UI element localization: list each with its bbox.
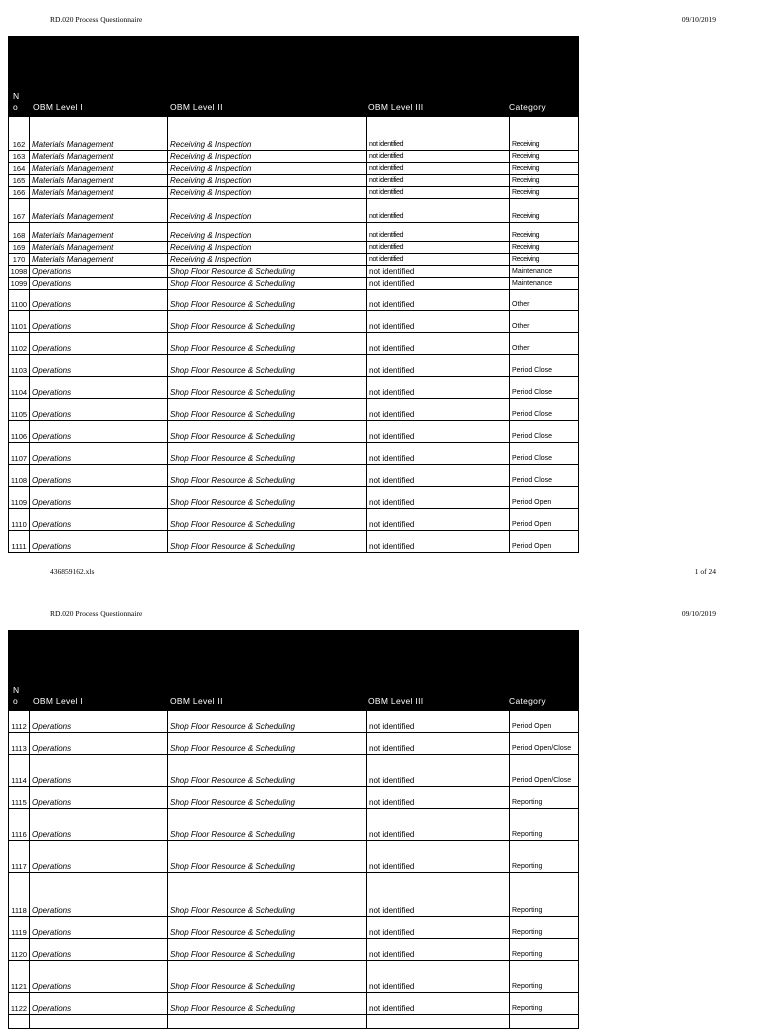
obm-level-1-cell: Operations <box>30 841 168 873</box>
row-number-cell: 1103 <box>9 355 30 377</box>
table-row <box>9 266 579 278</box>
page-2 <box>0 594 768 1024</box>
obm-level-3-cell: not identified <box>367 187 510 199</box>
document-date: 09/10/2019 <box>681 15 716 24</box>
row-number-cell: 169 <box>9 242 30 254</box>
table-row <box>9 993 579 1015</box>
table-row <box>9 939 579 961</box>
obm-level-3-cell: not identified <box>367 465 510 487</box>
table-row <box>9 377 579 399</box>
row-number-cell: 1116 <box>9 809 30 841</box>
obm-level-2-cell: Shop Floor Resource & Scheduling <box>168 377 367 399</box>
table-row <box>9 199 579 223</box>
row-number-cell: 1104 <box>9 377 30 399</box>
table-body-1 <box>9 117 579 553</box>
obm-level-1-cell: Operations <box>30 809 168 841</box>
obm-level-3-cell: not identified <box>367 333 510 355</box>
table-row <box>9 333 579 355</box>
obm-level-3-cell: not identified <box>367 163 510 175</box>
category-cell: Receiving <box>510 242 579 254</box>
col-l3-header: OBM Level III <box>368 102 424 112</box>
obm-level-1-cell: Operations <box>30 278 168 290</box>
obm-level-2-cell: Receiving & Inspection <box>168 199 367 223</box>
category-cell: Reporting <box>510 841 579 873</box>
document-title: RD.020 Process Questionnaire <box>50 15 143 24</box>
category-cell: Receiving <box>510 223 579 242</box>
obm-level-2-cell: Shop Floor Resource & Scheduling <box>168 465 367 487</box>
obm-level-2-cell: Receiving & Inspection <box>168 254 367 266</box>
obm-level-1-cell: Operations <box>30 531 168 553</box>
obm-level-3-cell: not identified <box>367 443 510 465</box>
category-cell: Period Open <box>510 711 579 733</box>
col-no-header-line1: N <box>13 91 20 101</box>
obm-level-3-cell: not identified <box>367 175 510 187</box>
category-cell: Receiving <box>510 117 579 151</box>
sheet-1 <box>8 36 579 553</box>
col-l2-header: OBM Level II <box>170 696 223 706</box>
obm-level-2-cell: Shop Floor Resource & Scheduling <box>168 711 367 733</box>
category-cell: Reporting <box>510 787 579 809</box>
table-row <box>9 355 579 377</box>
obm-level-1-cell: Operations <box>30 311 168 333</box>
row-number-cell: 170 <box>9 254 30 266</box>
category-cell: Receiving <box>510 187 579 199</box>
table-row <box>9 531 579 553</box>
obm-level-1-cell: Materials Management <box>30 254 168 266</box>
obm-level-2-cell: Receiving & Inspection <box>168 242 367 254</box>
col-no-header-line2: o <box>13 102 19 112</box>
row-number-cell: 165 <box>9 175 30 187</box>
table-row <box>9 175 579 187</box>
table-row <box>9 163 579 175</box>
obm-level-3-cell: not identified <box>367 290 510 311</box>
obm-level-3-cell: not identified <box>367 487 510 509</box>
row-number-cell: 1101 <box>9 311 30 333</box>
obm-level-3-cell: not identified <box>367 961 510 993</box>
obm-level-1-cell: Operations <box>30 399 168 421</box>
obm-level-3-cell: not identified <box>367 242 510 254</box>
table-row <box>9 290 579 311</box>
obm-level-2-cell: Shop Floor Resource & Scheduling <box>168 531 367 553</box>
obm-level-2-cell: Shop Floor Resource & Scheduling <box>168 290 367 311</box>
obm-level-2-cell <box>168 1015 367 1029</box>
row-number-cell: 1120 <box>9 939 30 961</box>
row-number-cell: 166 <box>9 187 30 199</box>
row-number-cell: 1106 <box>9 421 30 443</box>
table-row <box>9 787 579 809</box>
table-row <box>9 873 579 917</box>
row-number-cell: 1110 <box>9 509 30 531</box>
row-number-cell: 164 <box>9 163 30 175</box>
row-number-cell: 162 <box>9 117 30 151</box>
row-number-cell: 1100 <box>9 290 30 311</box>
obm-level-1-cell: Materials Management <box>30 175 168 187</box>
row-number-cell: 167 <box>9 199 30 223</box>
obm-level-3-cell: not identified <box>367 733 510 755</box>
obm-level-2-cell: Shop Floor Resource & Scheduling <box>168 733 367 755</box>
obm-level-2-cell: Shop Floor Resource & Scheduling <box>168 917 367 939</box>
col-l3-header: OBM Level III <box>368 696 424 706</box>
obm-level-2-cell: Receiving & Inspection <box>168 187 367 199</box>
col-category-header: Category <box>509 696 546 706</box>
obm-level-1-cell: Materials Management <box>30 163 168 175</box>
obm-level-2-cell: Shop Floor Resource & Scheduling <box>168 993 367 1015</box>
category-cell: Other <box>510 333 579 355</box>
obm-level-2-cell: Shop Floor Resource & Scheduling <box>168 755 367 787</box>
obm-level-1-cell: Operations <box>30 711 168 733</box>
obm-level-1-cell: Operations <box>30 733 168 755</box>
row-number-cell: 1105 <box>9 399 30 421</box>
category-cell: Period Open <box>510 487 579 509</box>
obm-level-3-cell: not identified <box>367 278 510 290</box>
row-number-cell: 163 <box>9 151 30 163</box>
obm-level-2-cell: Receiving & Inspection <box>168 117 367 151</box>
document-title: RD.020 Process Questionnaire <box>50 609 143 618</box>
category-cell: Period Open <box>510 531 579 553</box>
obm-level-2-cell: Shop Floor Resource & Scheduling <box>168 333 367 355</box>
col-no-header-line2: o <box>13 696 19 706</box>
category-cell: Receiving <box>510 199 579 223</box>
table-row <box>9 509 579 531</box>
category-cell: Reporting <box>510 809 579 841</box>
row-number-cell: 1115 <box>9 787 30 809</box>
category-cell: Maintenance <box>510 278 579 290</box>
table-row <box>9 117 579 151</box>
obm-level-2-cell: Shop Floor Resource & Scheduling <box>168 787 367 809</box>
category-cell: Reporting <box>510 993 579 1015</box>
obm-level-2-cell: Shop Floor Resource & Scheduling <box>168 266 367 278</box>
col-l2-header: OBM Level II <box>170 102 223 112</box>
obm-level-3-cell: not identified <box>367 787 510 809</box>
obm-level-3-cell: not identified <box>367 355 510 377</box>
category-cell: Period Close <box>510 421 579 443</box>
obm-level-2-cell: Shop Floor Resource & Scheduling <box>168 355 367 377</box>
obm-level-1-cell: Operations <box>30 487 168 509</box>
obm-level-2-cell: Shop Floor Resource & Scheduling <box>168 939 367 961</box>
category-cell: Period Close <box>510 355 579 377</box>
obm-level-2-cell: Receiving & Inspection <box>168 175 367 187</box>
category-cell: Reporting <box>510 961 579 993</box>
header-band <box>8 36 579 116</box>
obm-level-3-cell: not identified <box>367 254 510 266</box>
obm-level-1-cell: Operations <box>30 465 168 487</box>
table-row <box>9 187 579 199</box>
header-band <box>8 630 579 710</box>
obm-level-2-cell: Shop Floor Resource & Scheduling <box>168 487 367 509</box>
obm-level-1-cell: Materials Management <box>30 151 168 163</box>
obm-level-3-cell <box>367 1015 510 1029</box>
row-number-cell: 1112 <box>9 711 30 733</box>
obm-level-1-cell: Operations <box>30 873 168 917</box>
obm-level-1-cell: Operations <box>30 993 168 1015</box>
obm-level-1-cell: Operations <box>30 355 168 377</box>
obm-level-3-cell: not identified <box>367 223 510 242</box>
obm-level-2-cell: Shop Floor Resource & Scheduling <box>168 421 367 443</box>
row-number-cell: 1118 <box>9 873 30 917</box>
table-row <box>9 1015 579 1029</box>
row-number-cell: 1102 <box>9 333 30 355</box>
category-cell: Receiving <box>510 254 579 266</box>
category-cell: Other <box>510 311 579 333</box>
obm-level-1-cell: Materials Management <box>30 187 168 199</box>
obm-level-3-cell: not identified <box>367 199 510 223</box>
row-number-cell: 1109 <box>9 487 30 509</box>
table-row <box>9 223 579 242</box>
obm-level-3-cell: not identified <box>367 939 510 961</box>
category-cell: Period Close <box>510 399 579 421</box>
obm-level-2-cell: Receiving & Inspection <box>168 223 367 242</box>
table-row <box>9 443 579 465</box>
table-row <box>9 733 579 755</box>
obm-level-2-cell: Shop Floor Resource & Scheduling <box>168 311 367 333</box>
obm-level-2-cell: Shop Floor Resource & Scheduling <box>168 509 367 531</box>
row-number-cell: 1098 <box>9 266 30 278</box>
category-cell: Reporting <box>510 939 579 961</box>
obm-level-1-cell: Operations <box>30 917 168 939</box>
row-number-cell: 1107 <box>9 443 30 465</box>
category-cell: Receiving <box>510 151 579 163</box>
questionnaire-table-2 <box>8 710 579 1029</box>
row-number-cell: 1114 <box>9 755 30 787</box>
obm-level-1-cell: Materials Management <box>30 223 168 242</box>
obm-level-1-cell: Operations <box>30 509 168 531</box>
obm-level-3-cell: not identified <box>367 809 510 841</box>
category-cell: Period Close <box>510 443 579 465</box>
category-cell <box>510 1015 579 1029</box>
table-row <box>9 421 579 443</box>
table-row <box>9 755 579 787</box>
category-cell: Other <box>510 290 579 311</box>
obm-level-1-cell: Operations <box>30 939 168 961</box>
table-row <box>9 961 579 993</box>
obm-level-1-cell: Operations <box>30 443 168 465</box>
obm-level-2-cell: Shop Floor Resource & Scheduling <box>168 399 367 421</box>
row-number-cell: 1108 <box>9 465 30 487</box>
obm-level-1-cell: Operations <box>30 755 168 787</box>
obm-level-3-cell: not identified <box>367 917 510 939</box>
row-number-cell: 1113 <box>9 733 30 755</box>
footer-page-number: 1 of 24 <box>694 567 716 576</box>
obm-level-3-cell: not identified <box>367 399 510 421</box>
footer-filename: 436859162.xls <box>50 567 95 576</box>
obm-level-3-cell: not identified <box>367 421 510 443</box>
obm-level-2-cell: Shop Floor Resource & Scheduling <box>168 873 367 917</box>
obm-level-1-cell: Materials Management <box>30 242 168 254</box>
row-number-cell: 1117 <box>9 841 30 873</box>
table-row <box>9 487 579 509</box>
obm-level-1-cell: Operations <box>30 421 168 443</box>
obm-level-1-cell: Operations <box>30 290 168 311</box>
obm-level-2-cell: Shop Floor Resource & Scheduling <box>168 841 367 873</box>
category-cell: Period Close <box>510 377 579 399</box>
obm-level-1-cell: Operations <box>30 266 168 278</box>
obm-level-3-cell: not identified <box>367 509 510 531</box>
table-row <box>9 711 579 733</box>
obm-level-3-cell: not identified <box>367 266 510 278</box>
table-row <box>9 399 579 421</box>
category-cell: Receiving <box>510 175 579 187</box>
obm-level-3-cell: not identified <box>367 117 510 151</box>
col-l1-header: OBM Level I <box>33 696 84 706</box>
obm-level-3-cell: not identified <box>367 531 510 553</box>
table-row <box>9 151 579 163</box>
category-cell: Period Close <box>510 465 579 487</box>
table-body-2 <box>9 711 579 1029</box>
obm-level-2-cell: Shop Floor Resource & Scheduling <box>168 961 367 993</box>
row-number-cell <box>9 1015 30 1029</box>
obm-level-2-cell: Receiving & Inspection <box>168 151 367 163</box>
category-cell: Reporting <box>510 873 579 917</box>
sheet-2 <box>8 630 579 1029</box>
obm-level-3-cell: not identified <box>367 873 510 917</box>
table-row <box>9 841 579 873</box>
obm-level-3-cell: not identified <box>367 377 510 399</box>
table-row <box>9 311 579 333</box>
document-date: 09/10/2019 <box>681 609 716 618</box>
category-cell: Receiving <box>510 163 579 175</box>
obm-level-1-cell: Materials Management <box>30 199 168 223</box>
obm-level-3-cell: not identified <box>367 151 510 163</box>
obm-level-1-cell: Operations <box>30 333 168 355</box>
obm-level-3-cell: not identified <box>367 841 510 873</box>
table-row <box>9 278 579 290</box>
category-cell: Period Open/Close <box>510 755 579 787</box>
obm-level-1-cell: Operations <box>30 787 168 809</box>
row-number-cell: 1121 <box>9 961 30 993</box>
obm-level-2-cell: Shop Floor Resource & Scheduling <box>168 278 367 290</box>
col-l1-header: OBM Level I <box>33 102 84 112</box>
obm-level-3-cell: not identified <box>367 755 510 787</box>
questionnaire-table-1 <box>8 116 579 553</box>
col-no-header-line1: N <box>13 685 20 695</box>
row-number-cell: 1111 <box>9 531 30 553</box>
row-number-cell: 1119 <box>9 917 30 939</box>
col-category-header: Category <box>509 102 546 112</box>
obm-level-1-cell: Operations <box>30 377 168 399</box>
category-cell: Reporting <box>510 917 579 939</box>
obm-level-1-cell: Materials Management <box>30 117 168 151</box>
obm-level-2-cell: Receiving & Inspection <box>168 163 367 175</box>
table-row <box>9 254 579 266</box>
obm-level-1-cell <box>30 1015 168 1029</box>
category-cell: Period Open/Close <box>510 733 579 755</box>
row-number-cell: 168 <box>9 223 30 242</box>
row-number-cell: 1099 <box>9 278 30 290</box>
category-cell: Maintenance <box>510 266 579 278</box>
obm-level-2-cell: Shop Floor Resource & Scheduling <box>168 443 367 465</box>
obm-level-3-cell: not identified <box>367 993 510 1015</box>
obm-level-2-cell: Shop Floor Resource & Scheduling <box>168 809 367 841</box>
obm-level-3-cell: not identified <box>367 711 510 733</box>
table-row <box>9 465 579 487</box>
table-row <box>9 242 579 254</box>
obm-level-3-cell: not identified <box>367 311 510 333</box>
obm-level-1-cell: Operations <box>30 961 168 993</box>
table-row <box>9 809 579 841</box>
row-number-cell: 1122 <box>9 993 30 1015</box>
category-cell: Period Open <box>510 509 579 531</box>
table-row <box>9 917 579 939</box>
